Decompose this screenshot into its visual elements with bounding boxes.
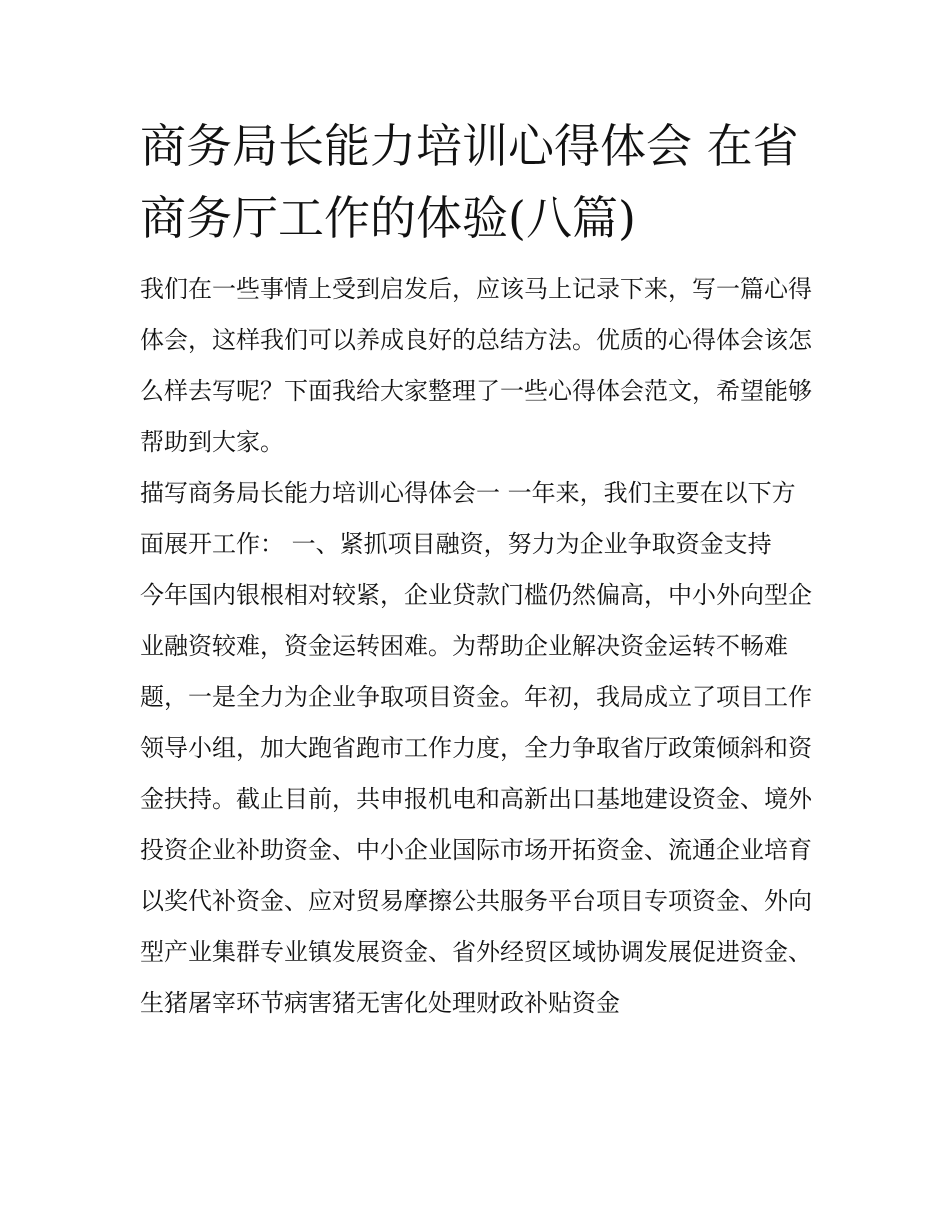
document-body	[140, 110, 812, 1029]
paragraph-intro: 我们在一些事情上受到启发后，应该马上记录下来，写一篇心得体会，这样我们可以养成良好的总结方法。优质的心得体会该怎么样去写呢？下面我给大家整理了一些心得体会范文，希望能够帮助到大家。	[140, 275, 812, 456]
paragraph-section-heading: 描写商务局长能力培训心得体会一 一年来，我们主要在以下方面展开工作： 一、紧抓项目融资，努力为企业争取资金支持	[140, 479, 796, 558]
document-title: 商务局长能力培训心得体会 在省商务厅工作的体验(八篇)	[140, 119, 799, 245]
paragraph-financing: 今年国内银根相对较紧，企业贷款门槛仍然偏高，中小外向型企业融资较难，资金运转困难。为帮助企业解决资金运转不畅难题，一是全力为企业争取项目资金。年初，我局成立了项目工作领导小组，加大跑省跑市工作力度，全力争取省厅政策倾斜和资金扶持。截止目前，共申报机电和高新出口基地建设资金、境外投资企业补助资金、中小企业国际市场开拓资金、流通企业培育以奖代补资金、应对贸易摩擦公共服务平台项目专项资金、外向型产业集群专业镇发展资金、省外经贸区域协调发展促进资金、生猪屠宰环节病害猪无害化处理财政补贴资金	[140, 581, 812, 1017]
